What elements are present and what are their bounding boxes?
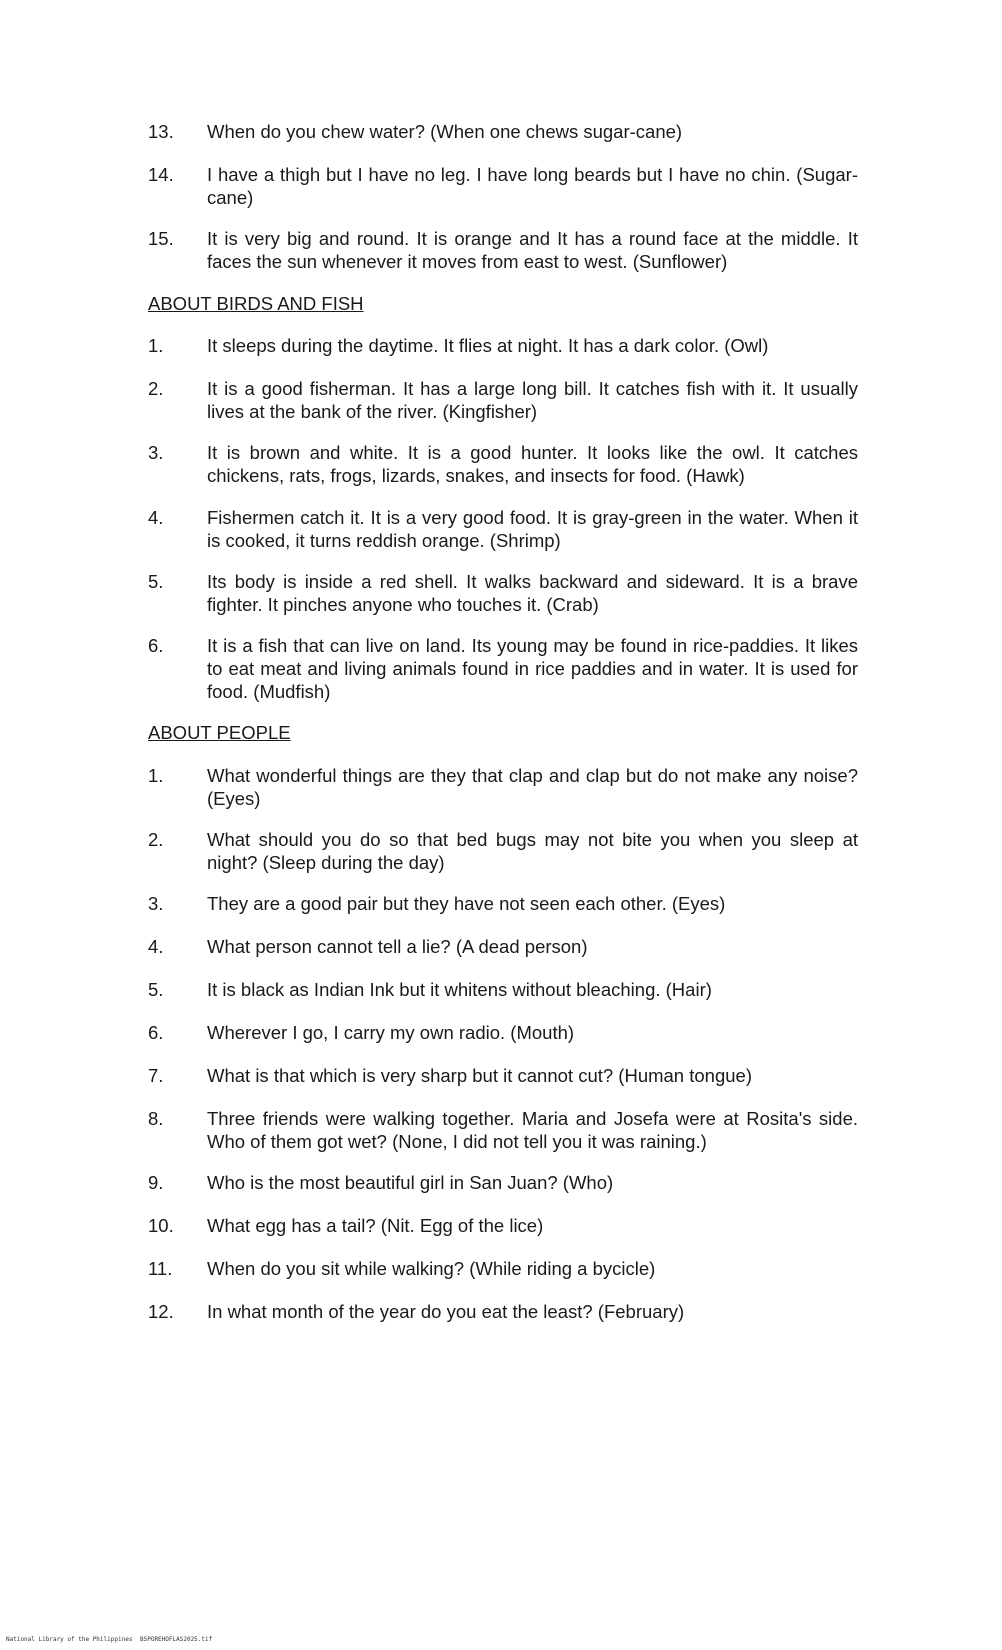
riddle-number: 5. bbox=[148, 979, 164, 1000]
riddle-number: 7. bbox=[148, 1065, 164, 1086]
riddle-number: 5. bbox=[148, 571, 164, 592]
riddle-text: What egg has a tail? (Nit. Egg of the lice) bbox=[207, 1215, 544, 1236]
section-heading-birds: ABOUT BIRDS AND FISH bbox=[148, 293, 364, 314]
riddle-text: It is a fish that can live on land. Its young may be found in rice-paddies. It likes to eat meat and living animals found in rice paddies and in water. It is used for food. (Mudfish) bbox=[207, 635, 858, 702]
section-heading-people: ABOUT PEOPLE bbox=[148, 722, 291, 743]
riddle-number: 4. bbox=[148, 507, 164, 528]
riddle-number: 13. bbox=[148, 121, 174, 142]
riddle-text: When do you chew water? (When one chews sugar-cane) bbox=[207, 121, 683, 142]
riddle-text: What wonderful things are they that clap and clap but do not make any noise? (Eyes) bbox=[207, 765, 858, 809]
riddle-text: Wherever I go, I carry my own radio. (Mouth) bbox=[207, 1022, 575, 1043]
riddle-text: They are a good pair but they have not seen each other. (Eyes) bbox=[207, 893, 726, 914]
footer-file-reference: BSPOREHOFLAS2025.tif bbox=[140, 1636, 213, 1643]
riddle-number: 10. bbox=[148, 1215, 174, 1236]
riddle-number: 6. bbox=[148, 635, 164, 656]
riddle-number: 1. bbox=[148, 765, 164, 786]
riddle-number: 15. bbox=[148, 228, 174, 249]
riddle-text: What person cannot tell a lie? (A dead person) bbox=[207, 936, 588, 957]
riddle-number: 11. bbox=[148, 1258, 173, 1279]
riddle-number: 9. bbox=[148, 1172, 164, 1193]
riddle-text: Who is the most beautiful girl in San Juan? (Who) bbox=[207, 1172, 614, 1193]
riddle-text: It is brown and white. It is a good hunter. It looks like the owl. It catches chickens, rats, frogs, lizards, snakes, and insects for food. (Hawk) bbox=[207, 442, 858, 486]
riddle-number: 6. bbox=[148, 1022, 164, 1043]
riddle-text: It is black as Indian Ink but it whitens without bleaching. (Hair) bbox=[207, 979, 712, 1000]
riddle-text: I have a thigh but I have no leg. I have long beards but I have no chin. (Sugar-cane) bbox=[207, 164, 858, 208]
riddle-number: 1. bbox=[148, 335, 164, 356]
riddle-number: 4. bbox=[148, 936, 164, 957]
riddle-text: It sleeps during the daytime. It flies at night. It has a dark color. (Owl) bbox=[207, 335, 769, 356]
riddle-text: What should you do so that bed bugs may not bite you when you sleep at night? (Sleep during the day) bbox=[207, 829, 858, 873]
riddle-text: Fishermen catch it. It is a very good food. It is gray-green in the water. When it is cooked, it turns reddish orange. (Shrimp) bbox=[207, 507, 858, 551]
riddle-text: Three friends were walking together. Maria and Josefa were at Rosita's side. Who of them got wet? (None, I did not tell you it was raining.) bbox=[207, 1108, 858, 1152]
riddle-text: In what month of the year do you eat the least? (February) bbox=[207, 1301, 685, 1322]
riddle-number: 8. bbox=[148, 1108, 164, 1129]
riddle-text: Its body is inside a red shell. It walks backward and sideward. It is a brave fighter. It pinches anyone who touches it. (Crab) bbox=[207, 571, 858, 615]
riddle-number: 3. bbox=[148, 442, 164, 463]
footer-library-name: National Library of the Philippines bbox=[6, 1636, 133, 1643]
riddle-number: 2. bbox=[148, 378, 164, 399]
riddle-text: It is very big and round. It is orange and It has a round face at the middle. It faces the sun whenever it moves from east to west. (Sunflower) bbox=[207, 228, 858, 272]
riddle-text: It is a good fisherman. It has a large long bill. It catches fish with it. It usually lives at the bank of the river. (Kingfisher) bbox=[207, 378, 858, 422]
riddle-text: What is that which is very sharp but it cannot cut? (Human tongue) bbox=[207, 1065, 752, 1086]
riddle-number: 3. bbox=[148, 893, 164, 914]
riddle-number: 2. bbox=[148, 829, 164, 850]
riddle-text: When do you sit while walking? (While riding a bycicle) bbox=[207, 1258, 656, 1279]
riddle-number: 12. bbox=[148, 1301, 174, 1322]
riddle-number: 14. bbox=[148, 164, 174, 185]
